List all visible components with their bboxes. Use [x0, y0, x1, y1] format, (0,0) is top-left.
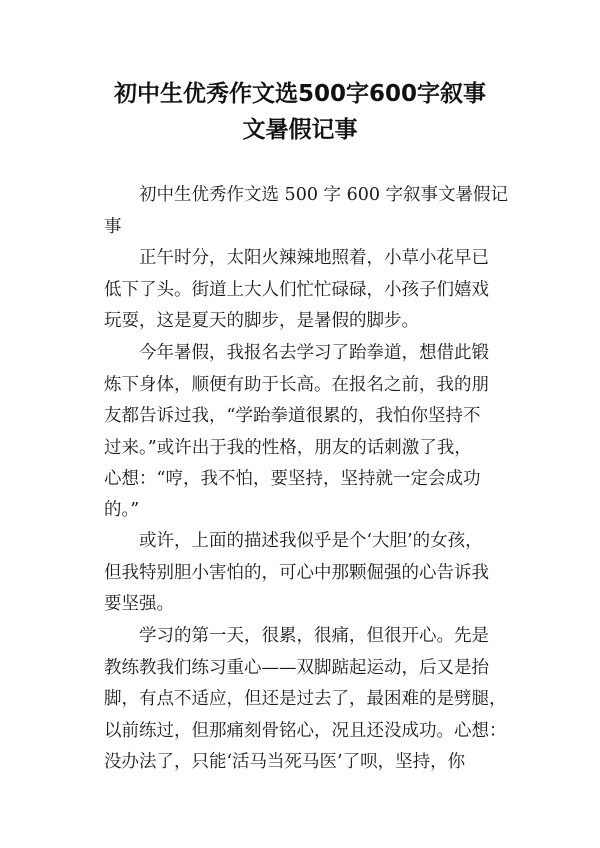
body-line: 的。” — [104, 500, 140, 520]
body-line: 过来。”或许出于我的性格，朋友的话刺激了我， — [104, 438, 472, 458]
body-line: 脚，有点不适应，但还是过去了，最困难的是劈腿， — [104, 689, 507, 709]
body-line: 要坚强。 — [104, 594, 174, 614]
body-line: 正午时分，太阳火辣辣地照着，小草小花早已 — [139, 248, 489, 268]
body-line: 友都告诉过我，“学跆拳道很累的，我怕你坚持不 — [104, 406, 481, 426]
body-line: 炼下身体，顺便有助于长高。在报名之前，我的朋 — [104, 375, 489, 395]
document-title-line-1: 初中生优秀作文选500字600字叙事 — [113, 81, 487, 107]
body-line: 心想：“哼，我不怕，要坚持，坚持就一定会成功 — [104, 469, 481, 489]
body-line: 以前练过，但那痛刻骨铭心，况且还没成功。心想： — [104, 721, 507, 741]
body-line: 教练教我们练习重心——双脚踮起运动，后又是抬 — [104, 658, 489, 678]
body-line: 低下了头。街道上大人们忙忙碌碌，小孩子们嬉戏 — [104, 280, 489, 300]
document-title-line-2: 文暑假记事 — [242, 117, 358, 143]
body-line: 玩耍，这是夏天的脚步，是暑假的脚步。 — [104, 311, 419, 331]
body-line: 没办法了，只能‘活马当死马医’了呗，坚持，你 — [104, 752, 466, 772]
body-line: 学习的第一天，很累，很痛，但很开心。先是 — [139, 626, 489, 646]
body-line: 事 — [104, 217, 122, 237]
body-line: 初中生优秀作文选 500 字 600 字叙事文暑假记 — [139, 185, 509, 205]
body-line: 今年暑假，我报名去学习了跆拳道，想借此锻 — [139, 343, 489, 363]
body-line: 但我特别胆小害怕的，可心中那颗倔强的心告诉我 — [104, 563, 489, 583]
body-line: 或许，上面的描述我似乎是个‘大胆’的女孩， — [139, 531, 483, 551]
